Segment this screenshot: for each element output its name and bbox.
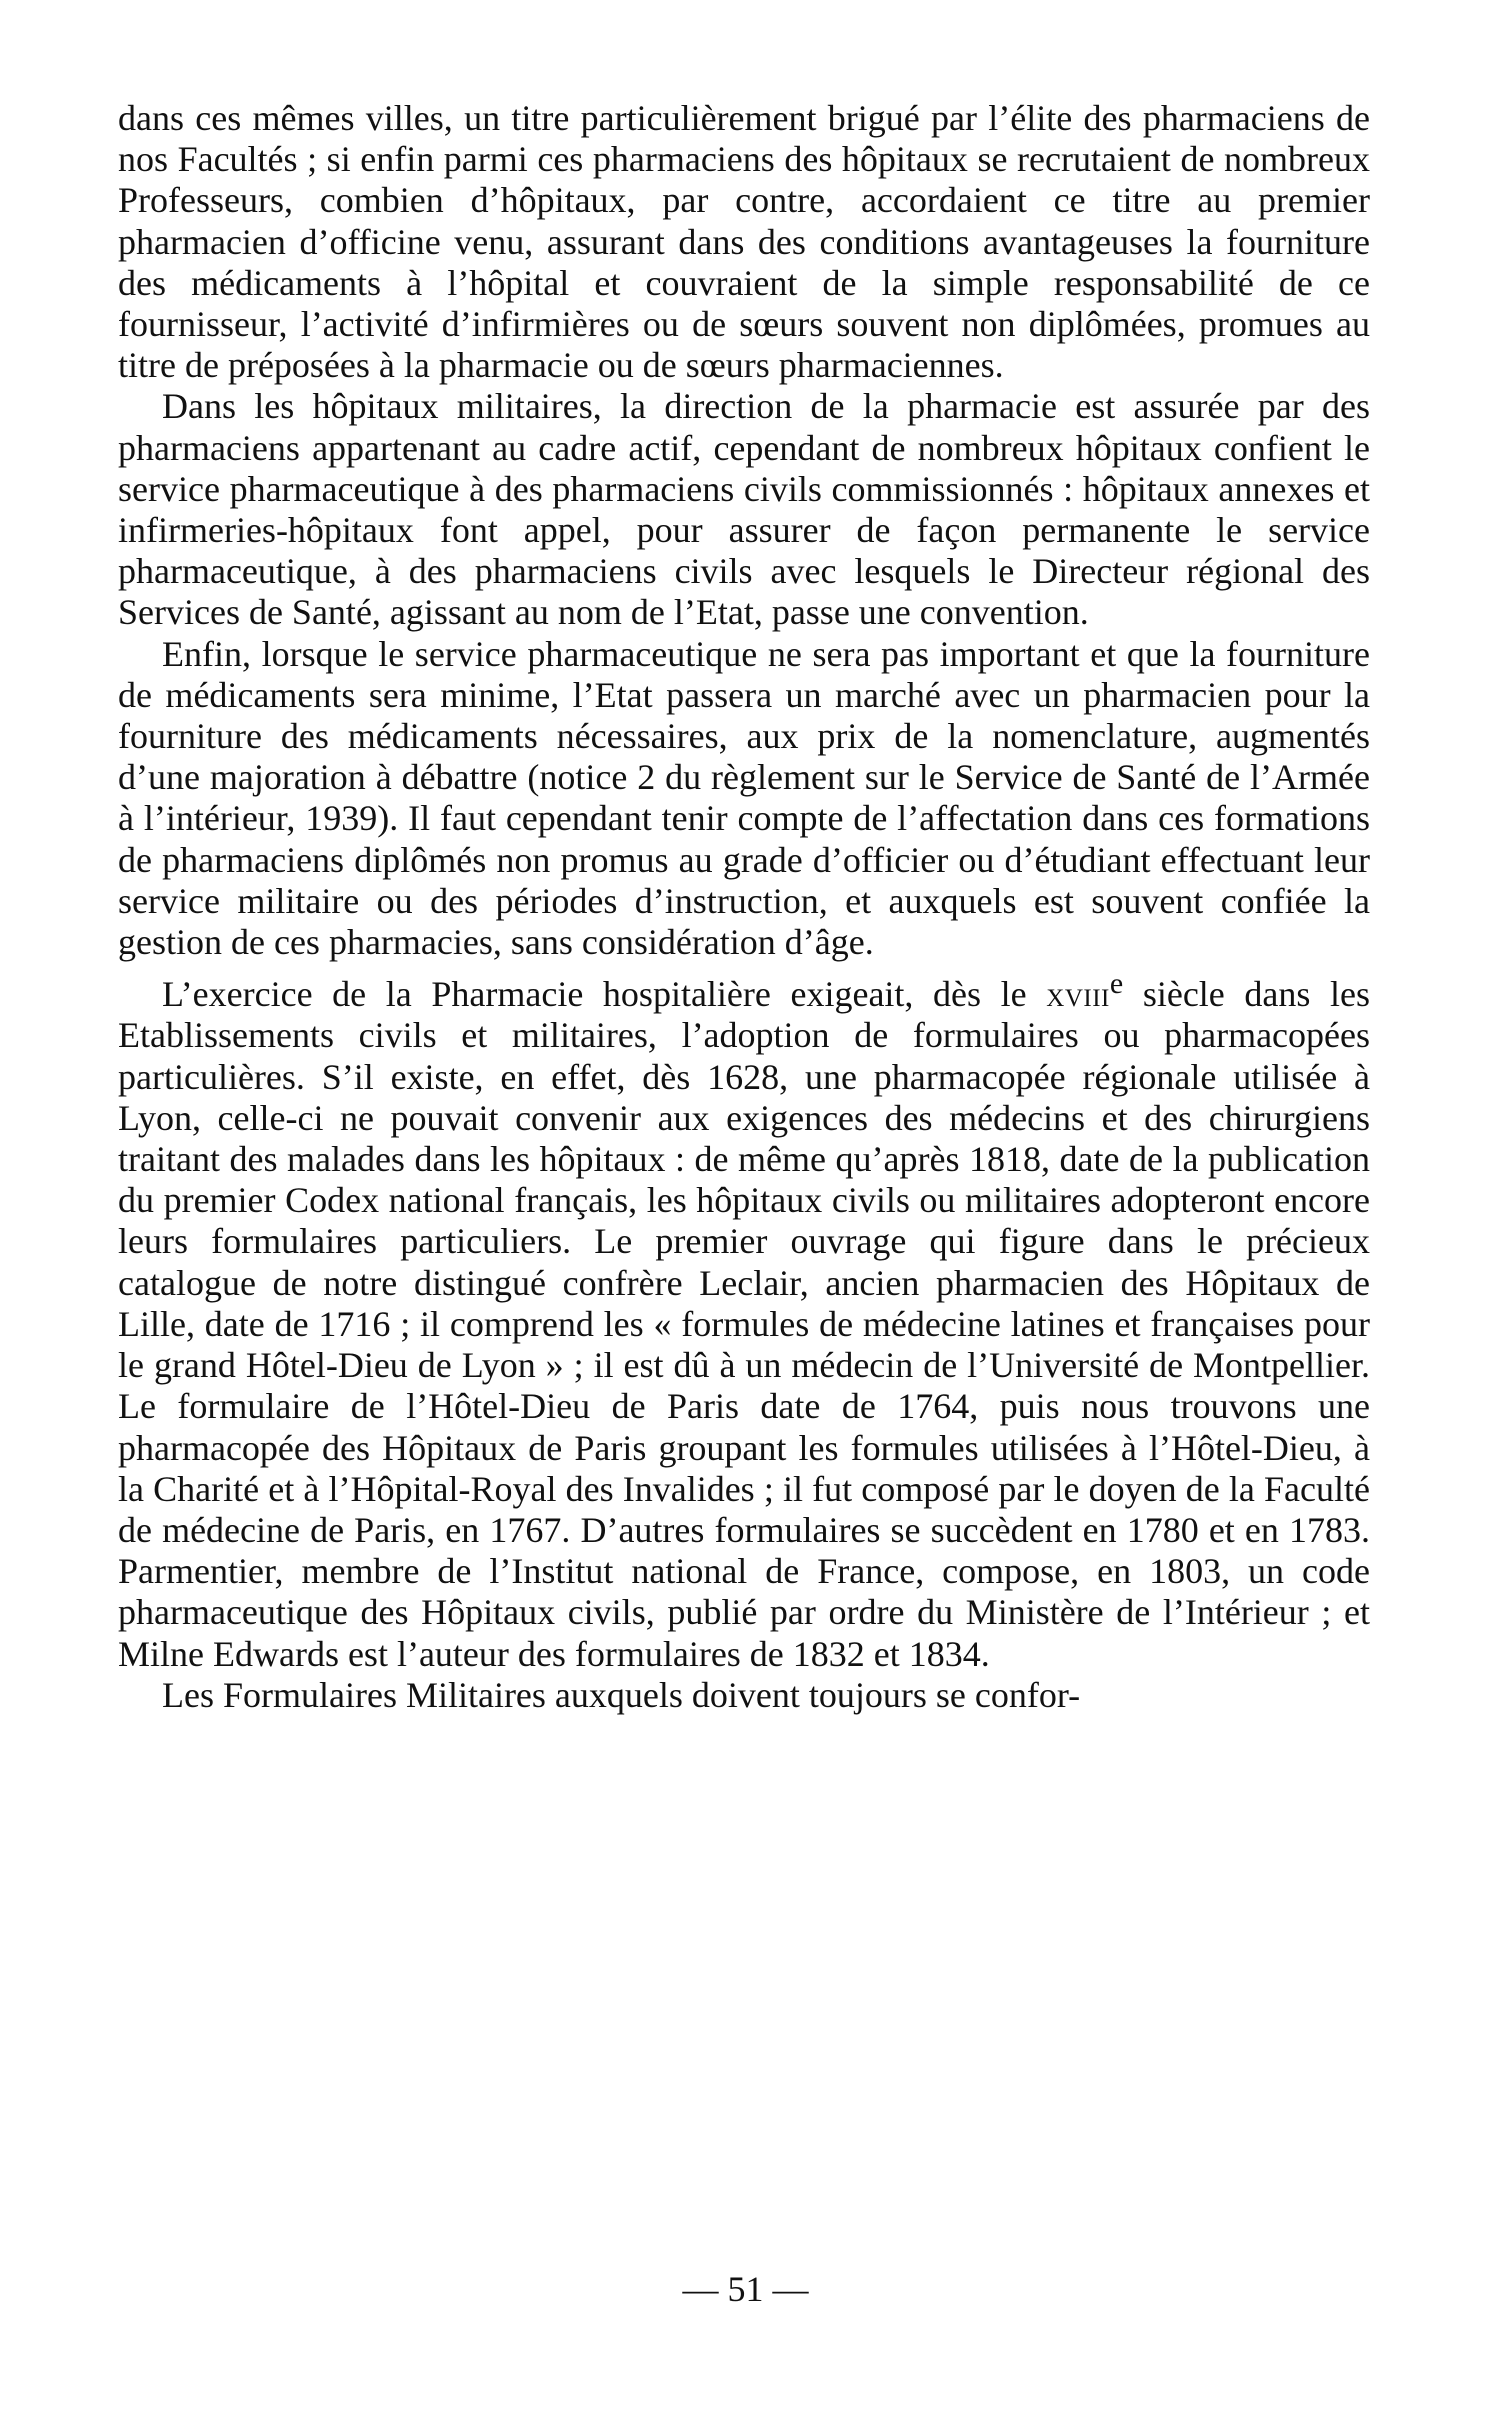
page-body: [118, 98, 1370, 1716]
paragraph-4-rest: siècle dans les Etablissements civils et militaires, l’adoption de formulaires ou pharmacopées particulières. S’il existe, en effet, dès 1628, une pharmacopée régionale utilisée à Lyon, celle-ci ne pouvait convenir aux exigences des médecins et des chirurgiens traitant des malades dans les hôpitaux : de même qu’après 1818, date de la publication du premier Codex national français, les hôpitaux civils ou militaires adopteront encore leurs formulaires particuliers. Le premier ouvrage qui figure dans le précieux catalogue de notre distingué confrère Leclair, ancien pharmacien des Hôpitaux de Lille, date de 1716 ; il comprend les « formules de médecine latines et françaises pour le grand Hôtel-Dieu de Lyon » ; il est dû à un médecin de l’Université de Montpellier. Le formulaire de l’Hôtel-Dieu de Paris date de 1764, puis nous trouvons une pharmacopée des Hôpitaux de Paris groupant les formules utilisées à l’Hôtel-Dieu, à la Charité et à l’Hôpital-Royal des Invalides ; il fut composé par le doyen de la Faculté de médecine de Paris, en 1767. D’autres formulaires se succèdent en 1780 et en 1783. Parmentier, membre de l’Institut national de France, compose, en 1803, un code pharmaceutique des Hôpitaux civils, publié par ordre du Ministère de l’Intérieur ; et Milne Edwards est l’auteur des formulaires de 1832 et 1834.: [118, 974, 1370, 1674]
paragraph-2: Dans les hôpitaux militaires, la direction de la pharmacie est assurée par des pharmaciens appartenant au cadre actif, cependant de nombreux hôpitaux confient le service pharmaceutique à des pharmaciens civils commissionnés : hôpitaux annexes et infirmeries-hôpitaux font appel, pour assurer de façon permanente le service pharmaceutique, à des pharmaciens civils avec lesquels le Directeur régional des Services de Santé, agissant au nom de l’Etat, passe une convention.: [118, 386, 1370, 633]
paragraph-4: [118, 963, 1370, 1674]
paragraph-1: dans ces mêmes villes, un titre particulièrement brigué par l’élite des pharmaciens de nos Facultés ; si enfin parmi ces pharmaciens des hôpitaux se recrutaient de nombreux Professeurs, combien d’hôpitaux, par contre, accordaient ce titre au premier pharmacien d’officine venu, assurant dans des conditions avantageuses la fourniture des médicaments à l’hôpital et couvraient de la simple responsabilité de ce fournisseur, l’activité d’infirmières ou de sœurs souvent non diplômées, promues au titre de préposées à la pharmacie ou de sœurs pharmaciennes.: [118, 98, 1370, 386]
century-numeral: xviii: [1046, 974, 1110, 1015]
century-superscript: e: [1109, 967, 1124, 1001]
page-number: — 51 —: [682, 2269, 809, 2309]
paragraph-3: Enfin, lorsque le service pharmaceutique ne sera pas important et que la fourniture de médicaments sera minime, l’Etat passera un marché avec un pharmacien pour la fourniture des médicaments nécessaires, aux prix de la nomenclature, augmentés d’une majoration à débattre (notice 2 du règlement sur le Service de Santé de l’Armée à l’intérieur, 1939). Il faut cependant tenir compte de l’affectation dans ces formations de pharmaciens diplômés non promus au grade d’officier ou d’étudiant effectuant leur service militaire ou des périodes d’instruction, et auxquels est souvent confiée la gestion de ces pharmacies, sans considération d’âge.: [118, 633, 1370, 963]
paragraph-5: Les Formulaires Militaires auxquels doivent toujours se confor-: [162, 1674, 1081, 1715]
paragraph-4-start: L’exercice de la Pharmacie hospitalière exigeait, dès le: [162, 974, 1047, 1015]
